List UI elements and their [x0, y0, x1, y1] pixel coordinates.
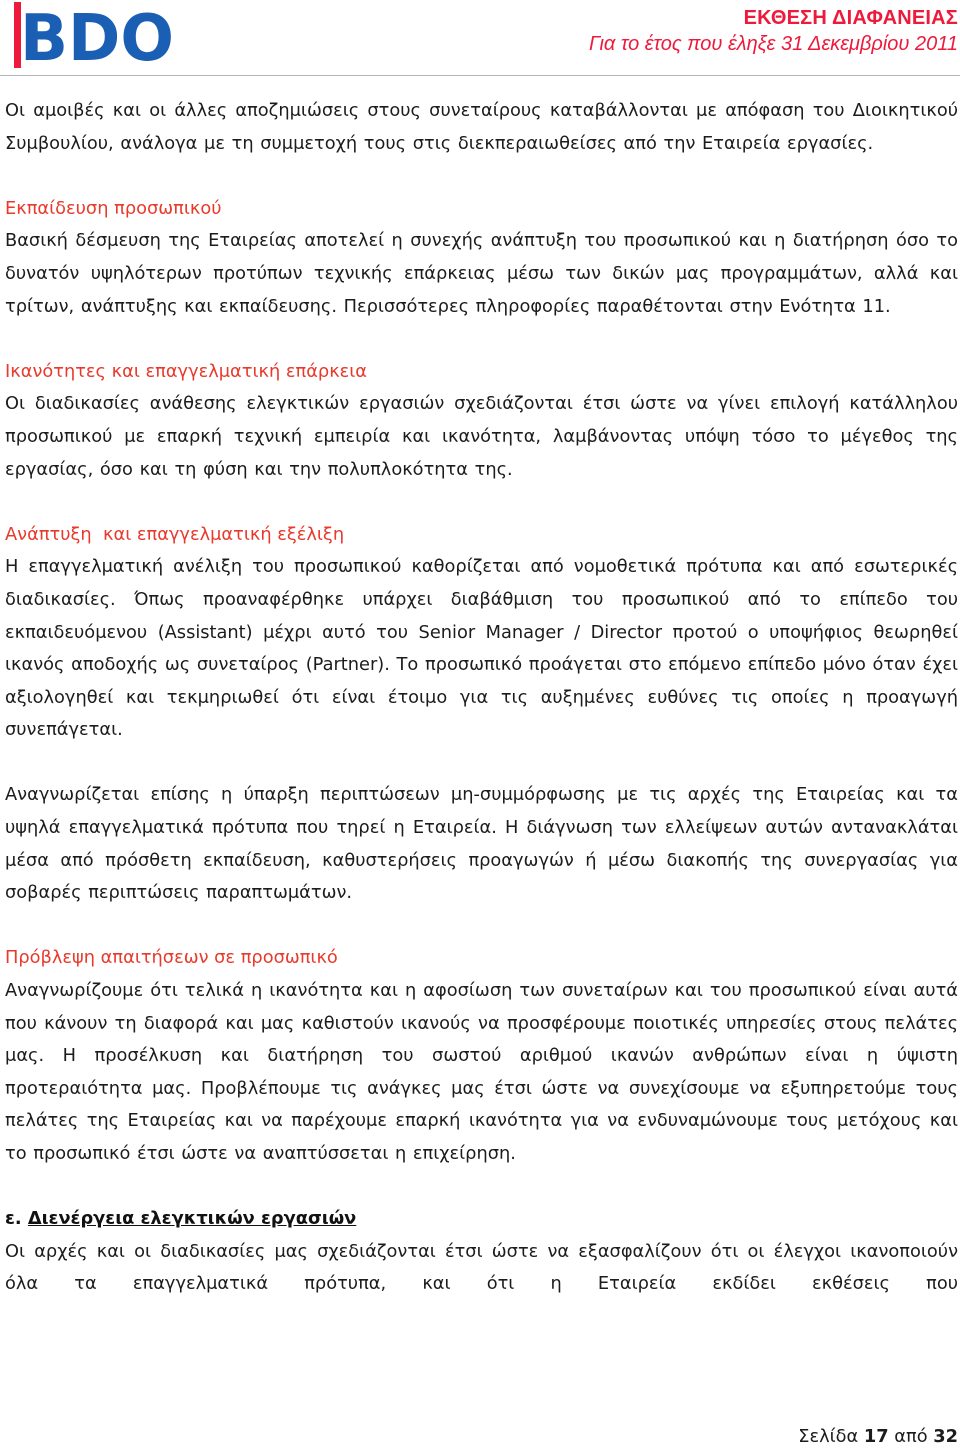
section-e-number: ε.	[5, 1208, 22, 1230]
page-separator: από	[894, 1426, 928, 1447]
section-heading-staff-planning: Πρόβλεψη απαιτήσεων σε προσωπικό	[5, 947, 338, 969]
page-current: 17	[863, 1426, 889, 1447]
page-total: 32	[933, 1426, 958, 1447]
section-paragraph: Αναγνωρίζεται επίσης η ύπαρξη περιπτώσεων μη-συμμόρφωσης με τις αρχές της Εταιρείας και τα υψηλά επαγγελματικά πρότυπα που τηρεί η Εταιρεία. Η διάγνωση των ελλείψεων αυτών αντανακλάται μέσα από πρόσθετη εκπαίδευση, καθυστερήσεις προαγωγών ή μέσω διακοπής της συνεργασίας για σοβαρές περιπτώσεις παραπτωμάτων.	[5, 784, 958, 904]
header-divider	[0, 75, 960, 76]
intro-paragraph: Οι αμοιβές και οι άλλες αποζημιώσεις στους συνεταίρους καταβάλλονται με απόφαση του Διοικητικού Συμβουλίου, ανάλογα με τη συμμετοχή τους στις διεκπεραιωθείσες από την Εταιρεία εργασίες.	[5, 100, 958, 154]
section-paragraph: Οι διαδικασίες ανάθεσης ελεγκτικών εργασιών σχεδιάζονται έτσι ώστε να γίνει επιλογή κατάλληλου προσωπικού με επαρκή τεχνική εμπειρία και ικανότητα, λαμβάνοντας υπόψη τόσο το μέγεθος της εργασίας, όσο και τη φύση και την πολυπλοκότητα της.	[5, 393, 958, 480]
report-title: ΕΚΘΕΣΗ ΔΙΑΦΑΝΕΙΑΣ	[743, 7, 958, 29]
logo-text: BDO	[20, 2, 174, 72]
section-e-title: Διενέργεια ελεγκτικών εργασιών	[27, 1208, 357, 1230]
section-heading-competence: Ικανότητες και επαγγελματική επάρκεια	[5, 360, 368, 382]
bdo-logo	[14, 2, 176, 72]
page-prefix: Σελίδα	[798, 1426, 859, 1447]
section-paragraph: Η επαγγελματική ανέλιξη του προσωπικού καθορίζεται από νομοθετικά πρότυπα και από εσωτερικές διαδικασίες. Όπως προαναφέρθηκε υπάρχει διαβάθμιση του προσωπικού από το επίπεδο του εκπαιδευόμενου (Assistant) μέχρι αυτό του Senior Manager / Director προτού ο υποψήφιος θεωρηθεί ικανός αποδοχής ως συνεταίρος (Partner). Το προσωπικό προάγεται στο επόμενο επίπεδο μόνο όταν έχει αξιολογηθεί και τεκμηριωθεί ότι είναι έτοιμο για τις αυξημένες ευθύνες τις οποίες η προαγωγή συνεπάγεται.	[5, 556, 958, 741]
report-period: Για το έτος που έληξε 31 Δεκεμβρίου 2011	[589, 33, 958, 55]
page-number	[798, 1426, 958, 1447]
section-heading-development: Ανάπτυξη και επαγγελματική εξέλιξη	[5, 523, 345, 545]
section-paragraph: Βασική δέσμευση της Εταιρείας αποτελεί η συνεχής ανάπτυξη του προσωπικού και η διατήρηση όσο το δυνατόν υψηλότερων προτύπων τεχνικής επάρκειας μέσω των δικών μας προγραμμάτων, αλλά και τρίτων, ανάπτυξης και εκπαίδευσης. Περισσότερες πληροφορίες παραθέτονται στην Ενότητα 11.	[5, 230, 958, 317]
section-paragraph: Οι αρχές και οι διαδικασίες μας σχεδιάζονται έτσι ώστε να εξασφαλίζουν ότι οι έλεγχοι ικανοποιούν όλα τα επαγγελματικά πρότυπα, και ότι η Εταιρεία εκδίδει εκθέσεις που	[5, 1240, 958, 1295]
section-heading-training: Εκπαίδευση προσωπικού	[5, 197, 222, 219]
section-paragraph: Αναγνωρίζουμε ότι τελικά η ικανότητα και η αφοσίωση των συνεταίρων και του προσωπικού είναι αυτά που κάνουν τη διαφορά και μας καθιστούν ικανούς να προσφέρουμε ποιοτικές υπηρεσίες στους πελάτες μας. Η προσέλκυση και διατήρηση του σωστού αριθμού ικανών ανθρώπων είναι η ύψιστη προτεραιότητα μας. Προβλέπουμε τις ανάγκες μας έτσι ώστε να συνεχίσουμε να εξυπηρετούμε τους πελάτες της Εταιρείας και να παρέχουμε επαρκή ικανότητα για να ενδυναμώνουμε τους μετόχους και το προσωπικό έτσι ώστε να αναπτύσσεται η επιχείρηση.	[5, 980, 958, 1164]
section-e-heading	[5, 1203, 958, 1236]
document-body	[5, 95, 958, 1301]
